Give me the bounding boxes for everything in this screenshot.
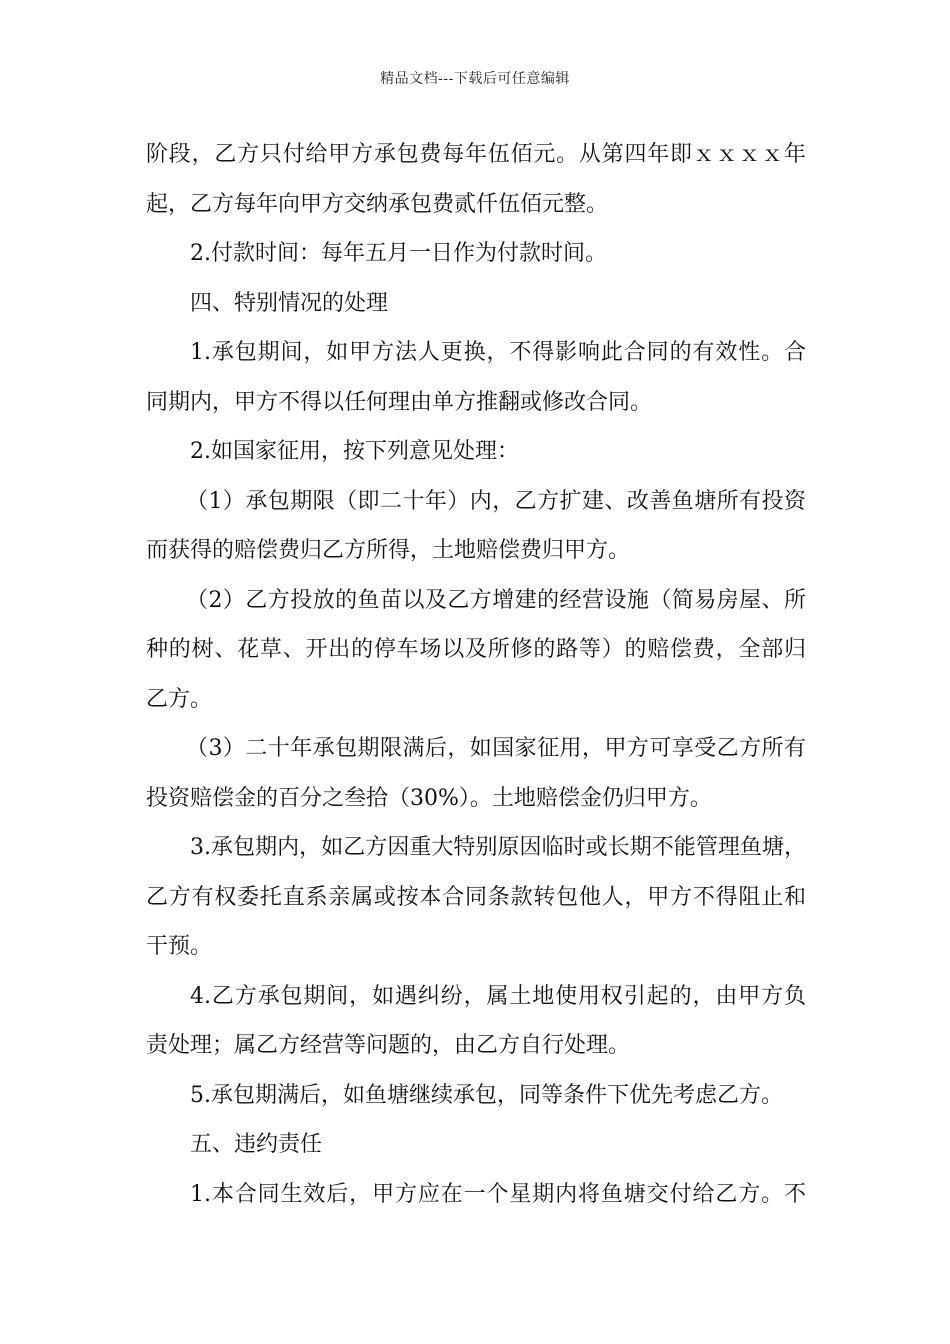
paragraph-line: 阶段，乙方只付给甲方承包费每年伍佰元。从第四年即ｘｘｘｘ年 (146, 142, 806, 167)
paragraph-line: 而获得的赔偿费归乙方所得，土地赔偿费归甲方。 (146, 538, 631, 563)
section-heading: 四、特别情况的处理 (190, 290, 389, 316)
paragraph-line: 2.付款时间：每年五月一日作为付款时间。 (190, 241, 607, 266)
paragraph-line: 3.承包期内，如乙方因重大特别原因临时或长期不能管理鱼塘， (190, 835, 806, 860)
paragraph-line: （2）乙方投放的鱼苗以及乙方增建的经营设施（简易房屋、所 (186, 587, 806, 613)
paragraph-line: 4.乙方承包期间，如遇纠纷，属土地使用权引起的，由甲方负 (190, 983, 806, 1009)
section-heading: 五、违约责任 (190, 1132, 323, 1157)
paragraph-line: 1.承包期间，如甲方法人更换，不得影响此合同的有效性。合 (190, 340, 806, 365)
page-header: 精品文档---下载后可任意编辑 (380, 71, 570, 87)
paragraph-line: （1）承包期限（即二十年）内，乙方扩建、改善鱼塘所有投资 (186, 488, 806, 514)
paragraph-line: 乙方有权委托直系亲属或按本合同条款转包他人，甲方不得阻止和 (146, 884, 806, 910)
paragraph-line: 1.本合同生效后，甲方应在一个星期内将鱼塘交付给乙方。不 (190, 1181, 806, 1207)
paragraph-line: 乙方。 (146, 686, 213, 712)
document-body (146, 130, 806, 1219)
paragraph-line: （3）二十年承包期限满后，如国家征用，甲方可享受乙方所有 (186, 736, 806, 761)
paragraph-line: 干预。 (146, 934, 213, 959)
paragraph-line: 2.如国家征用，按下列意见处理： (190, 439, 519, 464)
paragraph-line: 5.承包期满后，如鱼塘继续承包，同等条件下优先考虑乙方。 (190, 1082, 783, 1108)
paragraph-line: 起，乙方每年向甲方交纳承包费贰仟伍佰元整。 (146, 191, 609, 217)
paragraph-line: 同期内，甲方不得以任何理由单方推翻或修改合同。 (146, 389, 653, 415)
paragraph-line: 种的树、花草、开出的停车场以及所修的路等）的赔偿费，全部归 (146, 637, 806, 662)
paragraph-line: 投资赔偿金的百分之叁拾（30%）。土地赔偿金仍归甲方。 (146, 785, 712, 811)
paragraph-line: 责处理；属乙方经营等问题的，由乙方自行处理。 (146, 1033, 631, 1058)
